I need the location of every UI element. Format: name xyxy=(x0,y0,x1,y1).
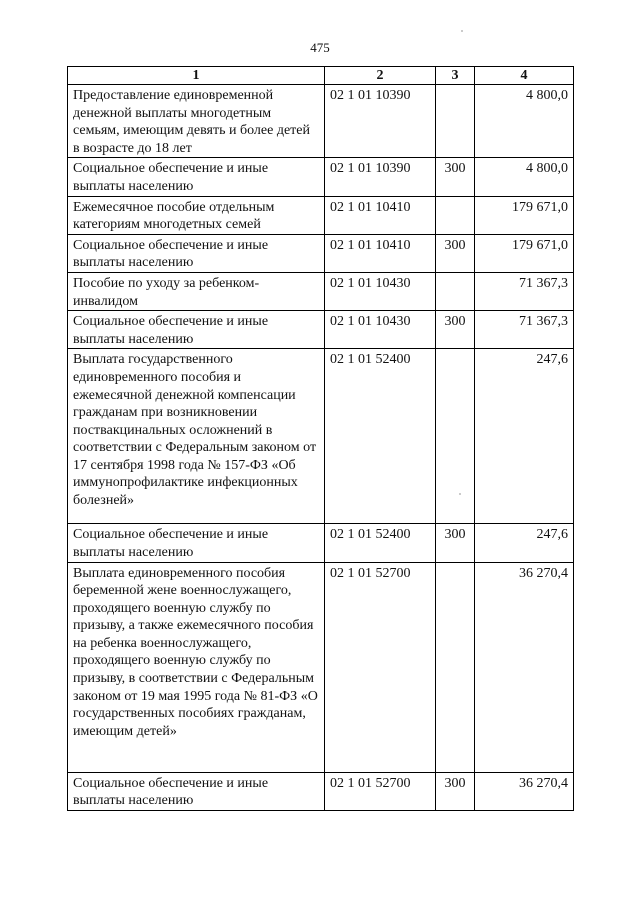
table-row xyxy=(68,772,574,810)
row-code: 02 1 01 52400 xyxy=(325,524,436,562)
row-name: Выплата государственного единовременного пособия и ежемесячной денежной компенсации гражданам при возникновении поствакцинальных осложнений в соответствии с Федеральным законом от 17 сентября 1998 года № 157-ФЗ «Об иммунопрофилактике инфекционных болезней» xyxy=(68,349,325,524)
row-code: 02 1 01 52700 xyxy=(325,562,436,772)
row-code: 02 1 01 10410 xyxy=(325,234,436,272)
row-amount: 247,6 xyxy=(475,349,574,524)
row-name: Пособие по уходу за ребенком-инвалидом xyxy=(68,272,325,310)
row-amount: 4 800,0 xyxy=(475,158,574,196)
header-col-2: 2 xyxy=(325,67,436,85)
row-type: 300 xyxy=(436,311,475,349)
scan-speck xyxy=(459,493,461,495)
row-amount: 71 367,3 xyxy=(475,272,574,310)
row-type xyxy=(436,272,475,310)
table-row xyxy=(68,349,574,524)
row-code: 02 1 01 52700 xyxy=(325,772,436,810)
row-code: 02 1 01 52400 xyxy=(325,349,436,524)
header-col-3: 3 xyxy=(436,67,475,85)
row-amount: 247,6 xyxy=(475,524,574,562)
row-type xyxy=(436,196,475,234)
row-type xyxy=(436,349,475,524)
page-number: 475 xyxy=(310,40,330,55)
row-amount: 36 270,4 xyxy=(475,772,574,810)
table-row xyxy=(68,562,574,772)
row-name: Социальное обеспечение и иные выплаты населению xyxy=(68,234,325,272)
row-code: 02 1 01 10390 xyxy=(325,85,436,158)
row-code: 02 1 01 10430 xyxy=(325,311,436,349)
row-amount: 71 367,3 xyxy=(475,311,574,349)
row-type xyxy=(436,85,475,158)
scan-speck xyxy=(461,30,463,32)
row-name: Социальное обеспечение и иные выплаты населению xyxy=(68,158,325,196)
table-row xyxy=(68,85,574,158)
row-type: 300 xyxy=(436,234,475,272)
row-name: Социальное обеспечение и иные выплаты населению xyxy=(68,524,325,562)
header-col-4: 4 xyxy=(475,67,574,85)
budget-table xyxy=(67,66,574,811)
row-name: Ежемесячное пособие отдельным категориям многодетных семей xyxy=(68,196,325,234)
row-amount: 179 671,0 xyxy=(475,234,574,272)
row-code: 02 1 01 10430 xyxy=(325,272,436,310)
row-amount: 179 671,0 xyxy=(475,196,574,234)
table-row xyxy=(68,158,574,196)
table-row xyxy=(68,524,574,562)
row-type: 300 xyxy=(436,158,475,196)
row-amount: 36 270,4 xyxy=(475,562,574,772)
table-row xyxy=(68,234,574,272)
row-amount: 4 800,0 xyxy=(475,85,574,158)
table-row xyxy=(68,272,574,310)
row-code: 02 1 01 10390 xyxy=(325,158,436,196)
row-code: 02 1 01 10410 xyxy=(325,196,436,234)
row-type xyxy=(436,562,475,772)
row-name: Предоставление единовременной денежной выплаты многодетным семьям, имеющим девять и более детей в возрасте до 18 лет xyxy=(68,85,325,158)
table-row xyxy=(68,196,574,234)
table-row xyxy=(68,311,574,349)
row-name: Социальное обеспечение и иные выплаты населению xyxy=(68,772,325,810)
row-name: Выплата единовременного пособия беременной жене военнослужащего, проходящего военную службу по призыву, а также ежемесячного пособия на ребенка военнослужащего, проходящего военную службу по призыву, в соответствии с Федеральным законом от 19 мая 1995 года № 81-ФЗ «О государственных пособиях гражданам, имеющим детей» xyxy=(68,562,325,772)
row-type: 300 xyxy=(436,772,475,810)
header-row xyxy=(68,67,574,85)
row-type: 300 xyxy=(436,524,475,562)
header-col-1: 1 xyxy=(68,67,325,85)
row-name: Социальное обеспечение и иные выплаты населению xyxy=(68,311,325,349)
